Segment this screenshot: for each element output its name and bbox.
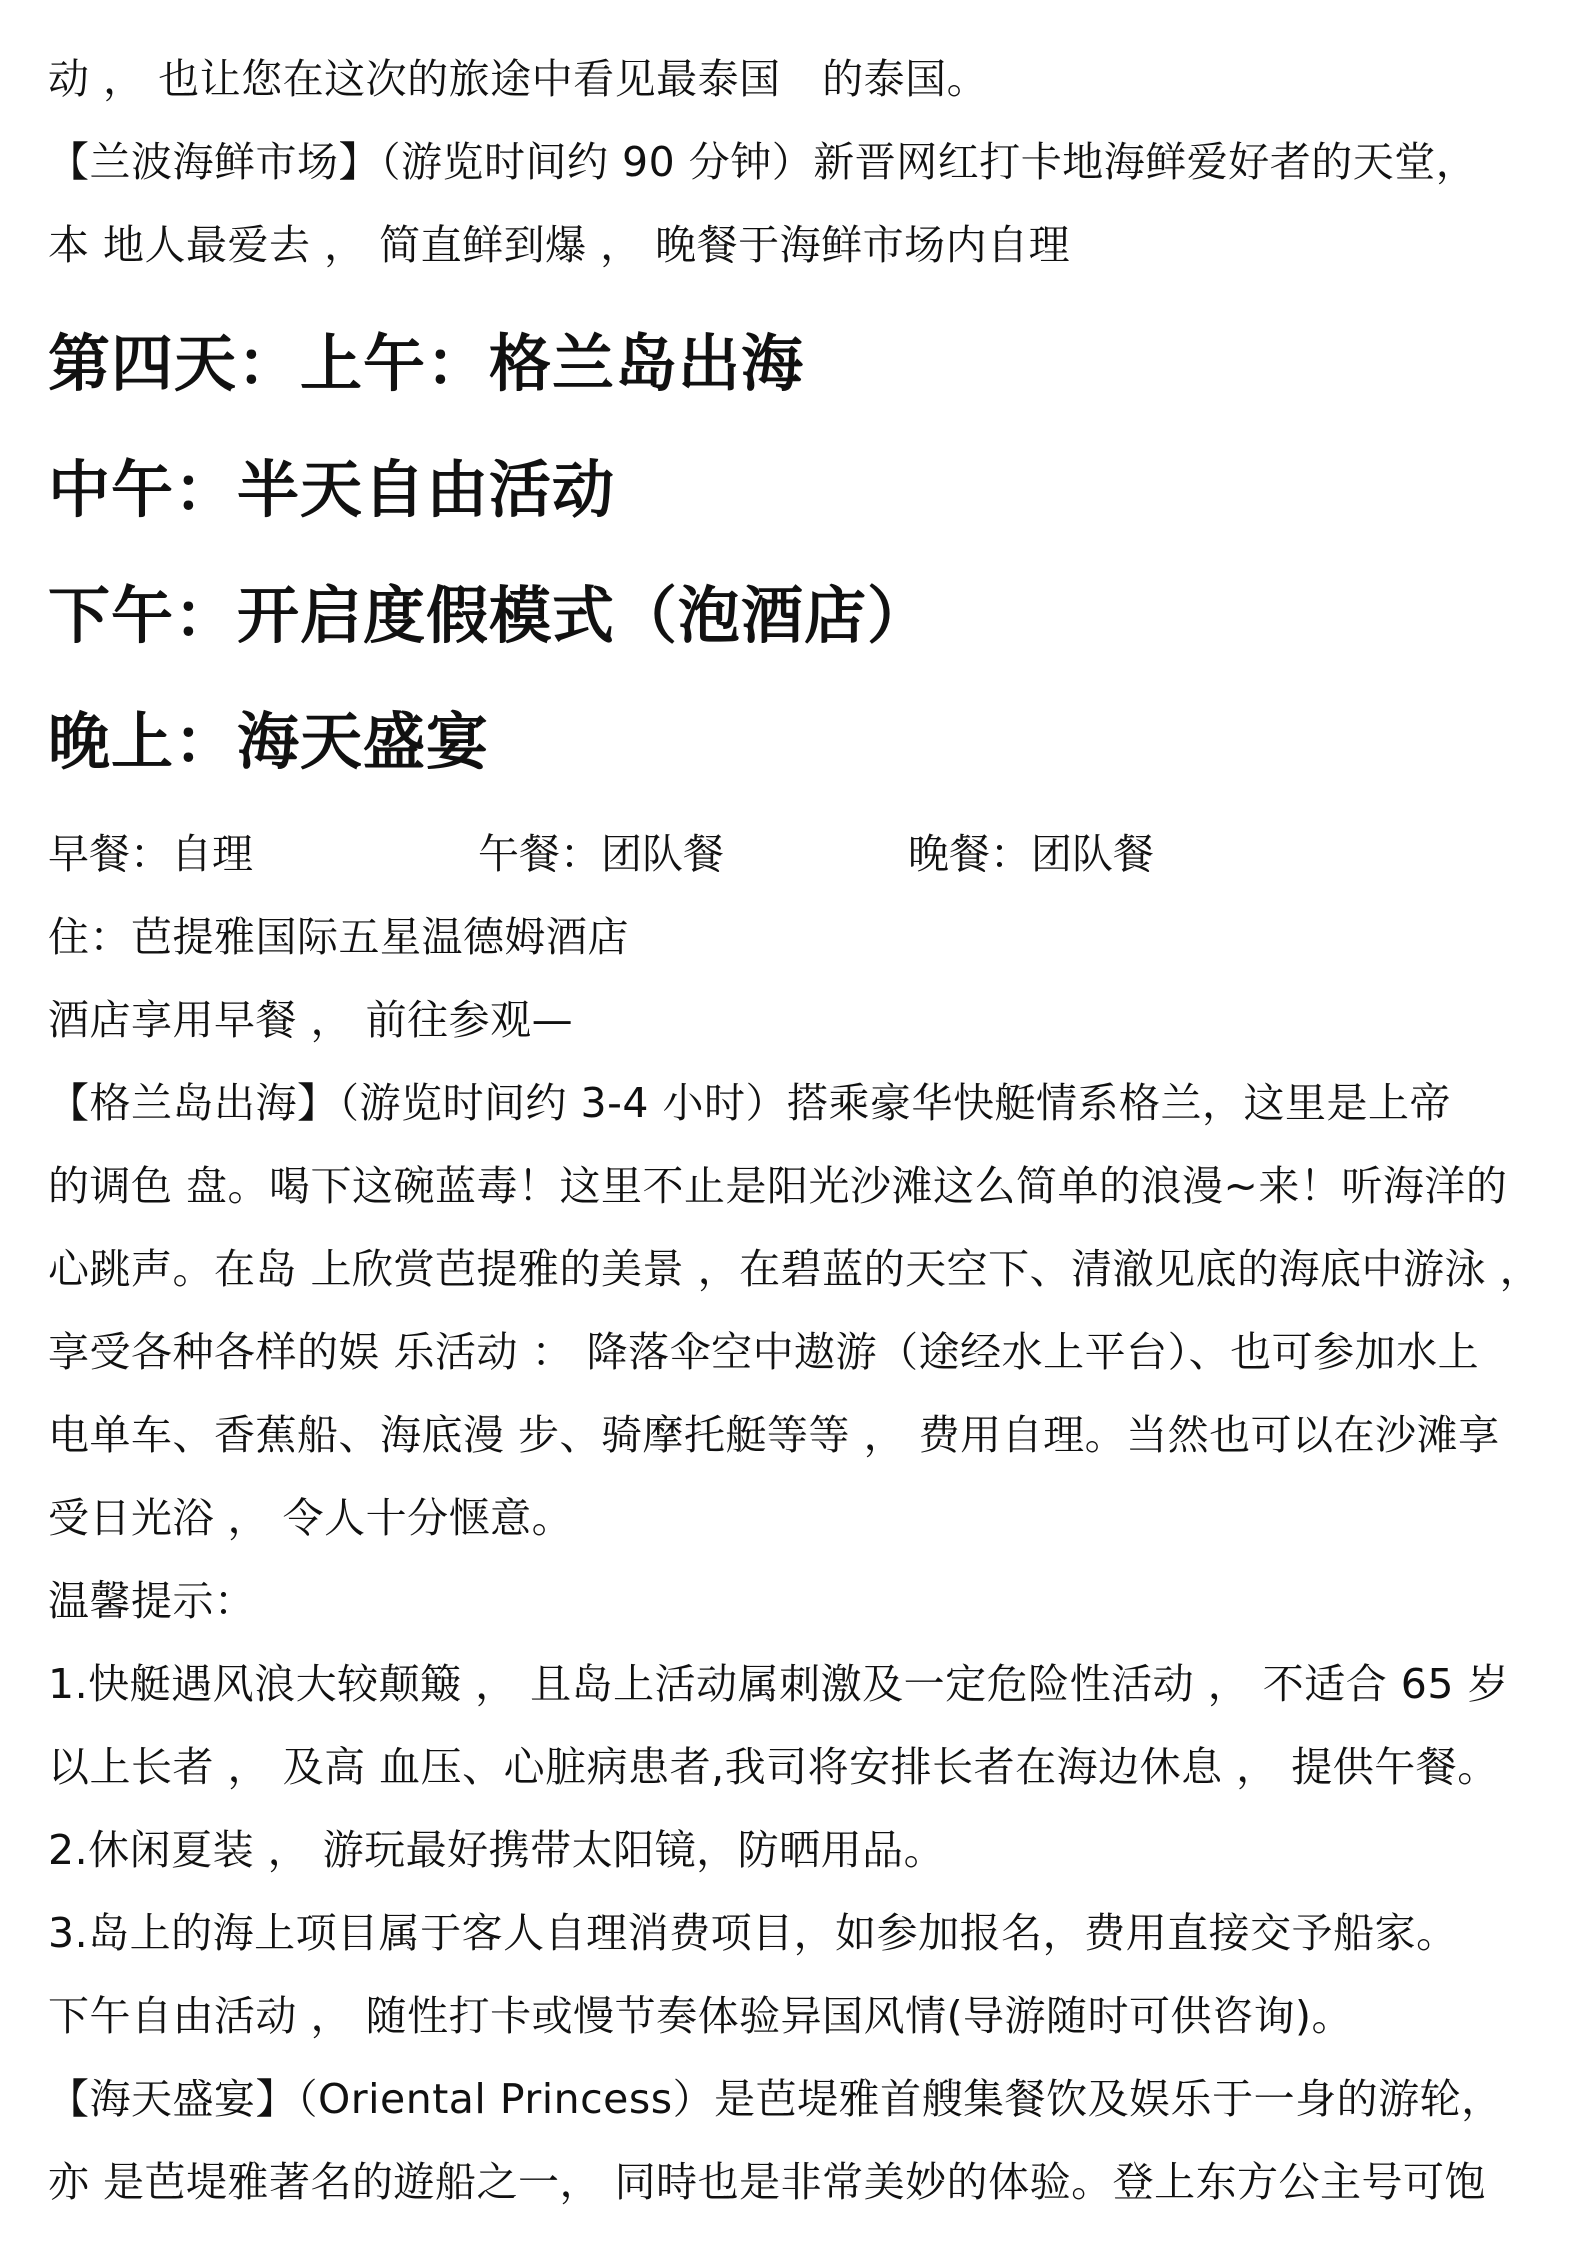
document-page bbox=[48, 38, 1548, 2224]
dinner-label: 晚餐：团队餐 bbox=[908, 830, 1154, 878]
body-line: 酒店享用早餐 ， 前往参观— bbox=[48, 996, 574, 1044]
body-line: 心跳声。在岛 上欣赏芭提雅的美景 ，在碧蓝的天空下、清澈见底的海底中游泳 ， bbox=[48, 1245, 1542, 1293]
body-line: 亦 是芭堤雅著名的遊船之一， 同時也是非常美妙的体验。登上东方公主号可饱 bbox=[48, 2158, 1487, 2206]
day-heading: 第四天：上午：格兰岛出海 bbox=[48, 327, 805, 400]
tip-line: 3.岛上的海上项目属于客人自理消费项目，如参加报名，费用直接交予船家。 bbox=[48, 1909, 1458, 1957]
evening-heading: 晚上：海天盛宴 bbox=[48, 705, 490, 778]
body-line: 的调色 盘。喝下这碗蓝毒！这里不止是阳光沙滩这么简单的浪漫~来！听海洋的 bbox=[48, 1162, 1508, 1210]
body-line: 下午自由活动 ， 随性打卡或慢节奏体验异国风情(导游随时可供咨询)。 bbox=[48, 1992, 1354, 2040]
lunch-label: 午餐：团队餐 bbox=[478, 830, 724, 878]
noon-heading: 中午：半天自由活动 bbox=[48, 453, 616, 526]
meals-row bbox=[48, 813, 1548, 896]
intro-line: 本 地人最爱去 ， 简直鲜到爆 ， 晚餐于海鲜市场内自理 bbox=[48, 221, 1071, 269]
breakfast-label: 早餐：自理 bbox=[48, 830, 253, 878]
intro-line: 【兰波海鲜市场】（游览时间约 90 分钟）新晋网红打卡地海鲜爱好者的天堂， bbox=[48, 138, 1478, 186]
body-line: 【海天盛宴】（Oriental Princess）是芭堤雅首艘集餐饮及娱乐于一身的游轮， bbox=[48, 2075, 1503, 2123]
tip-line: 1.快艇遇风浪大较颠簸 ， 且岛上活动属刺激及一定危险性活动 ， 不适合 65 岁 bbox=[48, 1660, 1509, 1708]
tip-line: 以上长者 ， 及高 血压、心脏病患者,我司将安排长者在海边休息 ， 提供午餐。 bbox=[48, 1743, 1499, 1791]
body-line: 【格兰岛出海】（游览时间约 3-4 小时）搭乘豪华快艇情系格兰，这里是上帝 bbox=[48, 1079, 1452, 1127]
intro-line: 动 ， 也让您在这次的旅途中看见最泰国 的泰国。 bbox=[48, 55, 989, 103]
hotel-line: 住：芭提雅国际五星温德姆酒店 bbox=[48, 913, 629, 961]
afternoon-heading: 下午：开启度假模式（泡酒店） bbox=[48, 579, 931, 652]
tips-heading: 温馨提示： bbox=[48, 1577, 256, 1625]
tip-line: 2.休闲夏装 ， 游玩最好携带太阳镜，防晒用品。 bbox=[48, 1826, 946, 1874]
body-line: 受日光浴 ， 令人十分惬意。 bbox=[48, 1494, 574, 1542]
body-line: 电单车、香蕉船、海底漫 步、骑摩托艇等等 ， 费用自理。当然也可以在沙滩享 bbox=[48, 1411, 1500, 1459]
body-line: 享受各种各样的娱 乐活动 ： 降落伞空中遨游（途经水上平台）、也可参加水上 bbox=[48, 1328, 1480, 1376]
